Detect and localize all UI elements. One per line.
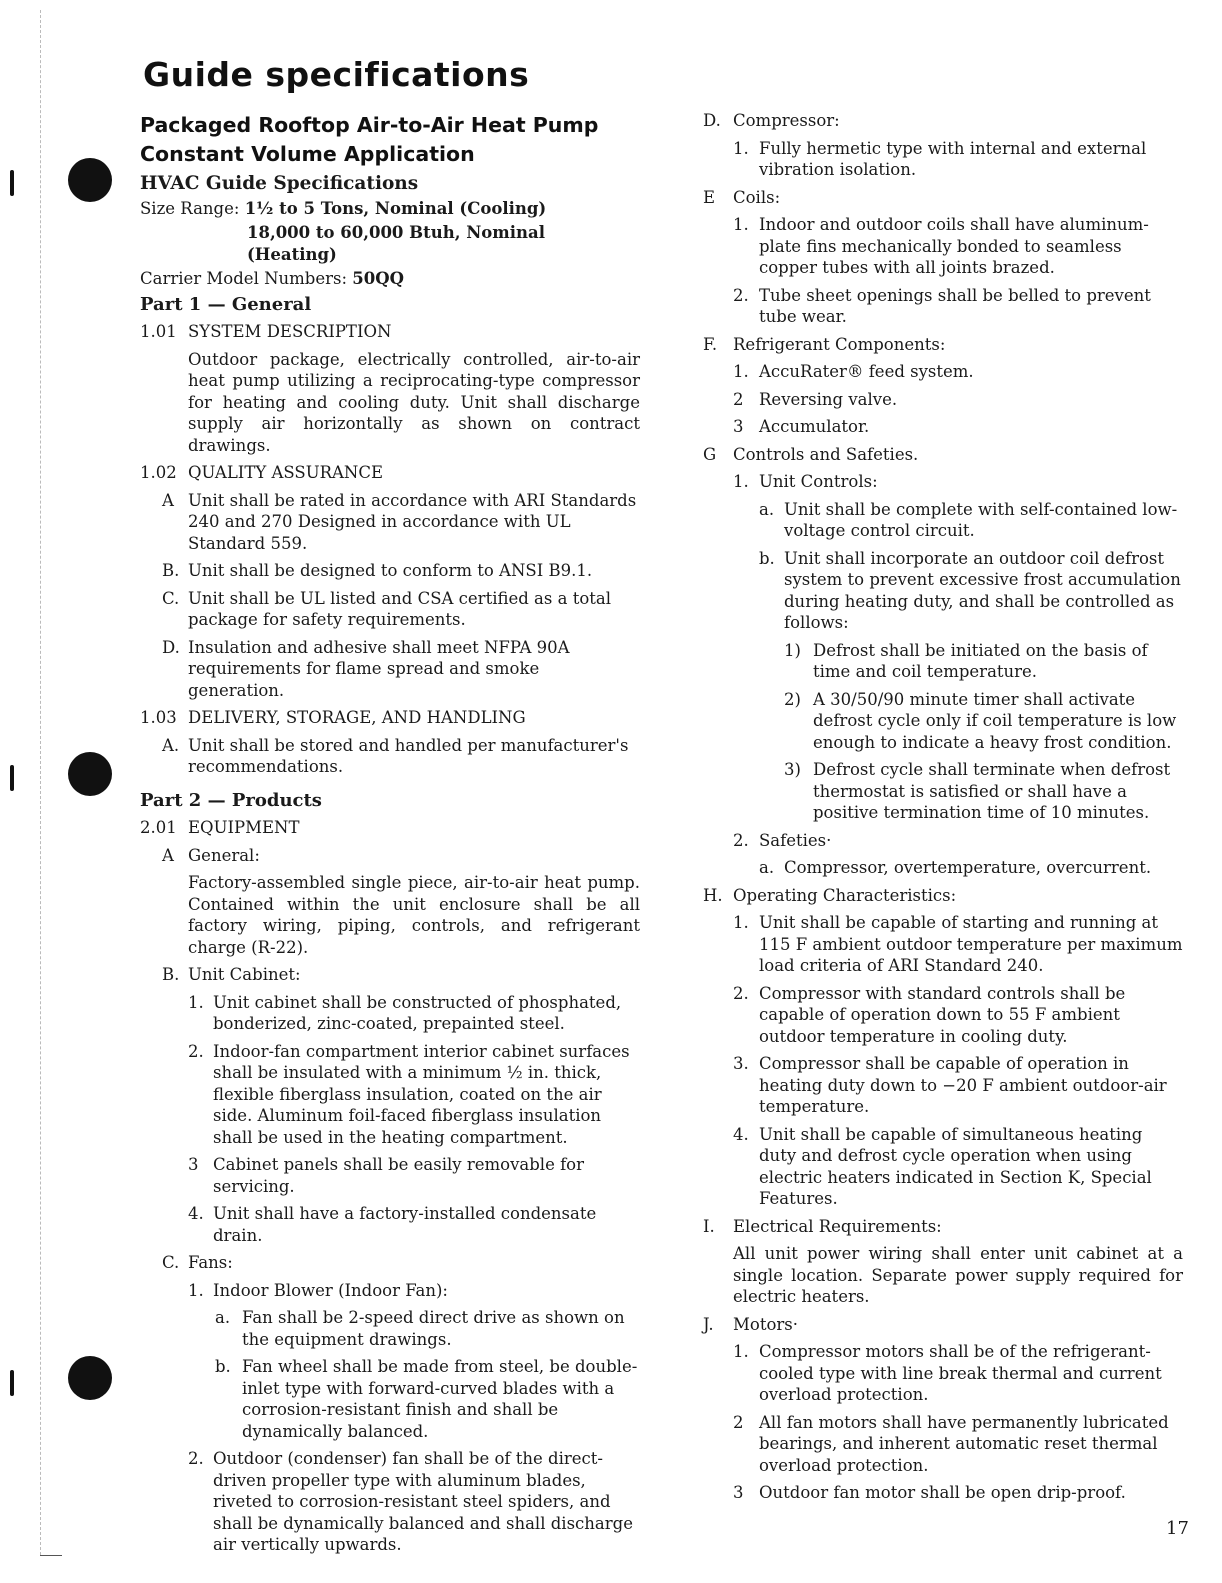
item-text: Refrigerant Components: xyxy=(733,334,946,354)
item-marker: 1. xyxy=(733,138,749,158)
item-text: Controls and Safeties. xyxy=(733,444,919,464)
right-column xyxy=(703,110,1183,1504)
item-marker: E xyxy=(703,187,716,207)
spec-heading: HVAC Guide Specifications xyxy=(140,173,419,194)
item-marker: 4. xyxy=(733,1124,749,1144)
list-item xyxy=(140,588,640,631)
list-item xyxy=(703,548,1183,634)
part2-heading: Part 2 — Products xyxy=(140,789,322,811)
list-item xyxy=(140,1203,640,1246)
item-marker: 1) xyxy=(784,640,801,660)
item-text: Insulation and adhesive shall meet NFPA 90A requirements for flame spread and smoke generation. xyxy=(188,637,570,700)
list-item xyxy=(703,759,1183,824)
coils-heading xyxy=(703,187,1183,209)
item-text: Defrost shall be initiated on the basis of time and coil temperature. xyxy=(813,640,1148,681)
list-item xyxy=(140,560,640,582)
item-marker: D. xyxy=(703,111,721,130)
motors-heading xyxy=(703,1314,1183,1336)
subtitle-product: Packaged Rooftop Air-to-Air Heat Pump xyxy=(140,113,599,137)
item-text: All fan motors shall have permanently lubricated bearings, and inherent automatic reset thermal overload protection. xyxy=(759,1412,1169,1475)
system-description-text: Outdoor package, electrically controlled, air-to-air heat pump utilizing a reciprocating-type compressor for heating and cooling duty. Unit shall discharge supply air horizontally as shown on contract drawings. xyxy=(188,349,640,455)
refrigerant-heading xyxy=(703,334,1183,356)
item-marker: H. xyxy=(703,885,723,905)
list-item xyxy=(140,490,640,555)
item-marker: 1. xyxy=(733,362,749,381)
item-marker: A xyxy=(162,490,174,510)
section-number: 1.02 xyxy=(140,463,177,482)
list-item xyxy=(703,857,1183,879)
item-marker: 3) xyxy=(784,760,801,779)
item-marker: 2. xyxy=(188,1041,204,1061)
punch-hole-top xyxy=(68,158,112,202)
model-numbers-label: Carrier Model Numbers: xyxy=(140,269,348,288)
item-text: Indoor Blower (Indoor Fan): xyxy=(213,1280,448,1300)
item-text: Fan wheel shall be made from steel, be double-inlet type with forward-curved blades with a corrosion-resistant finish and shall be dynamically balanced. xyxy=(242,1357,638,1441)
item-text: Unit shall be rated in accordance with ARI Standards 240 and 270 Designed in accordance with UL Standard 559. xyxy=(188,490,637,553)
item-text: Operating Characteristics: xyxy=(733,885,957,905)
list-item xyxy=(703,1053,1183,1118)
item-text: Unit cabinet shall be constructed of phosphated, bonderized, zinc-coated, prepainted steel. xyxy=(213,992,622,1033)
item-text: Compressor, overtemperature, overcurrent. xyxy=(784,858,1152,877)
item-text: Safeties· xyxy=(759,830,832,850)
item-marker: C. xyxy=(162,588,180,608)
page-number: 17 xyxy=(1166,1518,1189,1539)
fans-heading xyxy=(140,1252,640,1274)
section-title: EQUIPMENT xyxy=(188,818,300,837)
binder-margin-line xyxy=(40,10,42,1555)
item-marker: 3 xyxy=(188,1155,199,1174)
list-item xyxy=(140,637,640,702)
item-text: Electrical Requirements: xyxy=(733,1216,942,1236)
item-text: Unit shall incorporate an outdoor coil defrost system to prevent excessive frost accumulation during heating duty, and shall be controlled as follows: xyxy=(784,548,1181,632)
item-text: Motors· xyxy=(733,1314,798,1334)
item-text: Indoor and outdoor coils shall have aluminum-plate fins mechanically bonded to seamless copper tubes with all joints brazed. xyxy=(759,215,1149,277)
item-marker: b. xyxy=(215,1357,231,1376)
section-number: 1.03 xyxy=(140,708,177,727)
size-range-line xyxy=(140,198,640,220)
item-marker: A xyxy=(162,845,174,865)
size-range-heating: 18,000 to 60,000 Btuh, Nominal (Heating) xyxy=(247,223,545,264)
item-text: Unit shall be complete with self-contained low-voltage control circuit. xyxy=(784,499,1178,540)
list-item xyxy=(703,983,1183,1048)
list-item xyxy=(703,499,1183,542)
list-item xyxy=(703,912,1183,977)
item-marker: 2 xyxy=(733,1412,744,1432)
item-marker: 1. xyxy=(733,472,749,491)
item-marker: A. xyxy=(162,735,180,755)
unit-controls-heading xyxy=(703,471,1183,493)
compressor-heading xyxy=(703,110,1183,132)
section-title: QUALITY ASSURANCE xyxy=(188,463,384,482)
electrical-text: All unit power wiring shall enter unit cabinet at a single location. Separate power supply required for electric heaters. xyxy=(733,1244,1183,1306)
item-marker: a. xyxy=(759,499,775,519)
item-text: Compressor shall be capable of operation in heating duty down to −20 F ambient outdoor-air temperature. xyxy=(759,1054,1167,1116)
item-marker: F. xyxy=(703,334,718,354)
section-1-03 xyxy=(140,707,640,729)
item-text: Compressor motors shall be of the refrigerant-cooled type with line break thermal and current overload protection. xyxy=(759,1342,1162,1404)
item-text: Fans: xyxy=(188,1253,233,1272)
item-marker: 2) xyxy=(784,689,801,709)
binder-tick-bottom xyxy=(10,1370,14,1396)
item-text: General: xyxy=(188,845,260,865)
list-item xyxy=(140,1448,640,1556)
item-marker: C. xyxy=(162,1253,180,1272)
item-marker: B. xyxy=(162,965,180,984)
subtitle-application: Constant Volume Application xyxy=(140,142,475,166)
size-range-heating-line xyxy=(140,222,640,265)
section-1-02 xyxy=(140,462,640,484)
binder-margin-foot xyxy=(40,1555,62,1556)
item-text: Outdoor fan motor shall be open drip-proof. xyxy=(759,1483,1126,1502)
item-marker: 3 xyxy=(733,1483,744,1502)
binder-tick-top xyxy=(10,170,14,196)
indoor-blower-heading xyxy=(140,1280,640,1302)
item-text: Unit shall be capable of simultaneous heating duty and defrost cycle operation when using electric heaters indicated in Section K, Special Features. xyxy=(759,1124,1152,1208)
list-item xyxy=(140,735,640,778)
list-item xyxy=(703,285,1183,328)
model-numbers-value: 50QQ xyxy=(352,269,405,288)
general-text: Factory-assembled single piece, air-to-air heat pump. Contained within the unit enclosure shall be all factory wiring, piping, controls, and refrigerant charge (R-22). xyxy=(188,873,640,957)
list-item xyxy=(703,640,1183,683)
item-marker: b. xyxy=(759,548,775,568)
item-text: Compressor: xyxy=(733,111,840,130)
item-text: Unit shall have a factory-installed condensate drain. xyxy=(213,1204,597,1245)
item-marker: 1. xyxy=(733,913,749,932)
item-text: Accumulator. xyxy=(759,417,870,436)
item-text: Fan shall be 2-speed direct drive as shown on the equipment drawings. xyxy=(242,1308,625,1349)
size-range-label: Size Range: xyxy=(140,198,240,218)
punch-hole-bottom xyxy=(68,1356,112,1400)
item-marker: B. xyxy=(162,561,180,580)
list-item xyxy=(703,689,1183,754)
item-marker: 2. xyxy=(733,983,749,1003)
operating-heading xyxy=(703,885,1183,907)
list-item xyxy=(703,1341,1183,1406)
unit-cabinet-heading xyxy=(140,964,640,986)
electrical-heading xyxy=(703,1216,1183,1238)
item-marker: 2 xyxy=(733,389,744,409)
list-item xyxy=(703,1482,1183,1504)
item-marker: 3 xyxy=(733,417,744,436)
item-text: A 30/50/90 minute timer shall activate defrost cycle only if coil temperature is low enough to indicate a heavy frost condition. xyxy=(813,689,1177,752)
list-item xyxy=(703,416,1183,438)
left-column xyxy=(140,110,640,1556)
list-item xyxy=(703,361,1183,383)
item-marker: D. xyxy=(162,637,180,657)
item-marker: I. xyxy=(703,1216,715,1236)
item-text: Unit shall be UL listed and CSA certified as a total package for safety requirements. xyxy=(188,588,611,629)
item-text: Compressor with standard controls shall be capable of operation down to 55 F ambient outdoor temperature in cooling duty. xyxy=(759,983,1126,1046)
item-text: Defrost cycle shall terminate when defrost thermostat is satisfied or shall have a positive termination time of 10 minutes. xyxy=(813,760,1171,822)
list-item xyxy=(703,138,1183,181)
punch-hole-middle xyxy=(68,752,112,796)
item-text: Fully hermetic type with internal and external vibration isolation. xyxy=(759,138,1147,179)
item-marker: a. xyxy=(215,1308,231,1327)
item-text: Unit shall be capable of starting and running at 115 F ambient outdoor temperature per maximum load criteria of ARI Standard 240. xyxy=(759,913,1183,975)
page-title: Guide specifications xyxy=(143,55,530,94)
item-marker: 4. xyxy=(188,1204,204,1223)
item-marker: 2. xyxy=(733,830,749,850)
item-marker: G xyxy=(703,444,717,464)
item-text: AccuRater® feed system. xyxy=(759,362,974,381)
section-number: 2.01 xyxy=(140,818,177,837)
model-numbers-line xyxy=(140,268,640,290)
item-text: Unit shall be stored and handled per manufacturer's recommendations. xyxy=(188,735,629,776)
section-title: DELIVERY, STORAGE, AND HANDLING xyxy=(188,708,526,727)
list-item xyxy=(140,992,640,1035)
section-number: 1.01 xyxy=(140,322,177,341)
general-heading xyxy=(140,845,640,867)
size-range-cooling: 1½ to 5 Tons, Nominal (Cooling) xyxy=(244,198,547,218)
binder-tick-middle xyxy=(10,765,14,791)
item-text: Tube sheet openings shall be belled to prevent tube wear. xyxy=(759,285,1151,326)
section-1-01 xyxy=(140,321,640,343)
safeties-heading xyxy=(703,830,1183,852)
item-text: Unit Cabinet: xyxy=(188,965,301,984)
list-item xyxy=(703,389,1183,411)
list-item xyxy=(703,214,1183,279)
item-marker: 3. xyxy=(733,1054,749,1073)
item-marker: J. xyxy=(703,1314,714,1334)
item-marker: a. xyxy=(759,858,775,877)
part1-heading: Part 1 — General xyxy=(140,293,312,315)
list-item xyxy=(140,1307,640,1350)
list-item xyxy=(703,1412,1183,1477)
section-title: SYSTEM DESCRIPTION xyxy=(188,322,392,341)
list-item xyxy=(140,1356,640,1442)
list-item xyxy=(140,1154,640,1197)
controls-heading xyxy=(703,444,1183,466)
item-text: Outdoor (condenser) fan shall be of the direct-driven propeller type with aluminum blades, riveted to corrosion-resistant steel spiders, and shall be dynamically balanced and shall discharge air vertically upwards. xyxy=(213,1449,633,1554)
item-marker: 1. xyxy=(188,1280,204,1300)
list-item xyxy=(140,1041,640,1149)
item-marker: 2. xyxy=(733,285,749,305)
item-text: Indoor-fan compartment interior cabinet surfaces shall be insulated with a minimum ½ in. thick, flexible fiberglass insulation, coated on the air side. Aluminum foil-faced fiberglass insulation shall be used in the heating compartment. xyxy=(213,1041,630,1147)
item-marker: 1. xyxy=(733,215,749,234)
item-text: Coils: xyxy=(733,187,781,207)
item-marker: 1. xyxy=(733,1342,749,1361)
item-text: Unit Controls: xyxy=(759,472,878,491)
list-item xyxy=(703,1124,1183,1210)
item-marker: 2. xyxy=(188,1449,204,1468)
section-2-01 xyxy=(140,817,640,839)
item-text: Reversing valve. xyxy=(759,389,898,409)
item-text: Unit shall be designed to conform to ANSI B9.1. xyxy=(188,561,593,580)
item-text: Cabinet panels shall be easily removable for servicing. xyxy=(213,1155,585,1196)
item-marker: 1. xyxy=(188,992,204,1012)
